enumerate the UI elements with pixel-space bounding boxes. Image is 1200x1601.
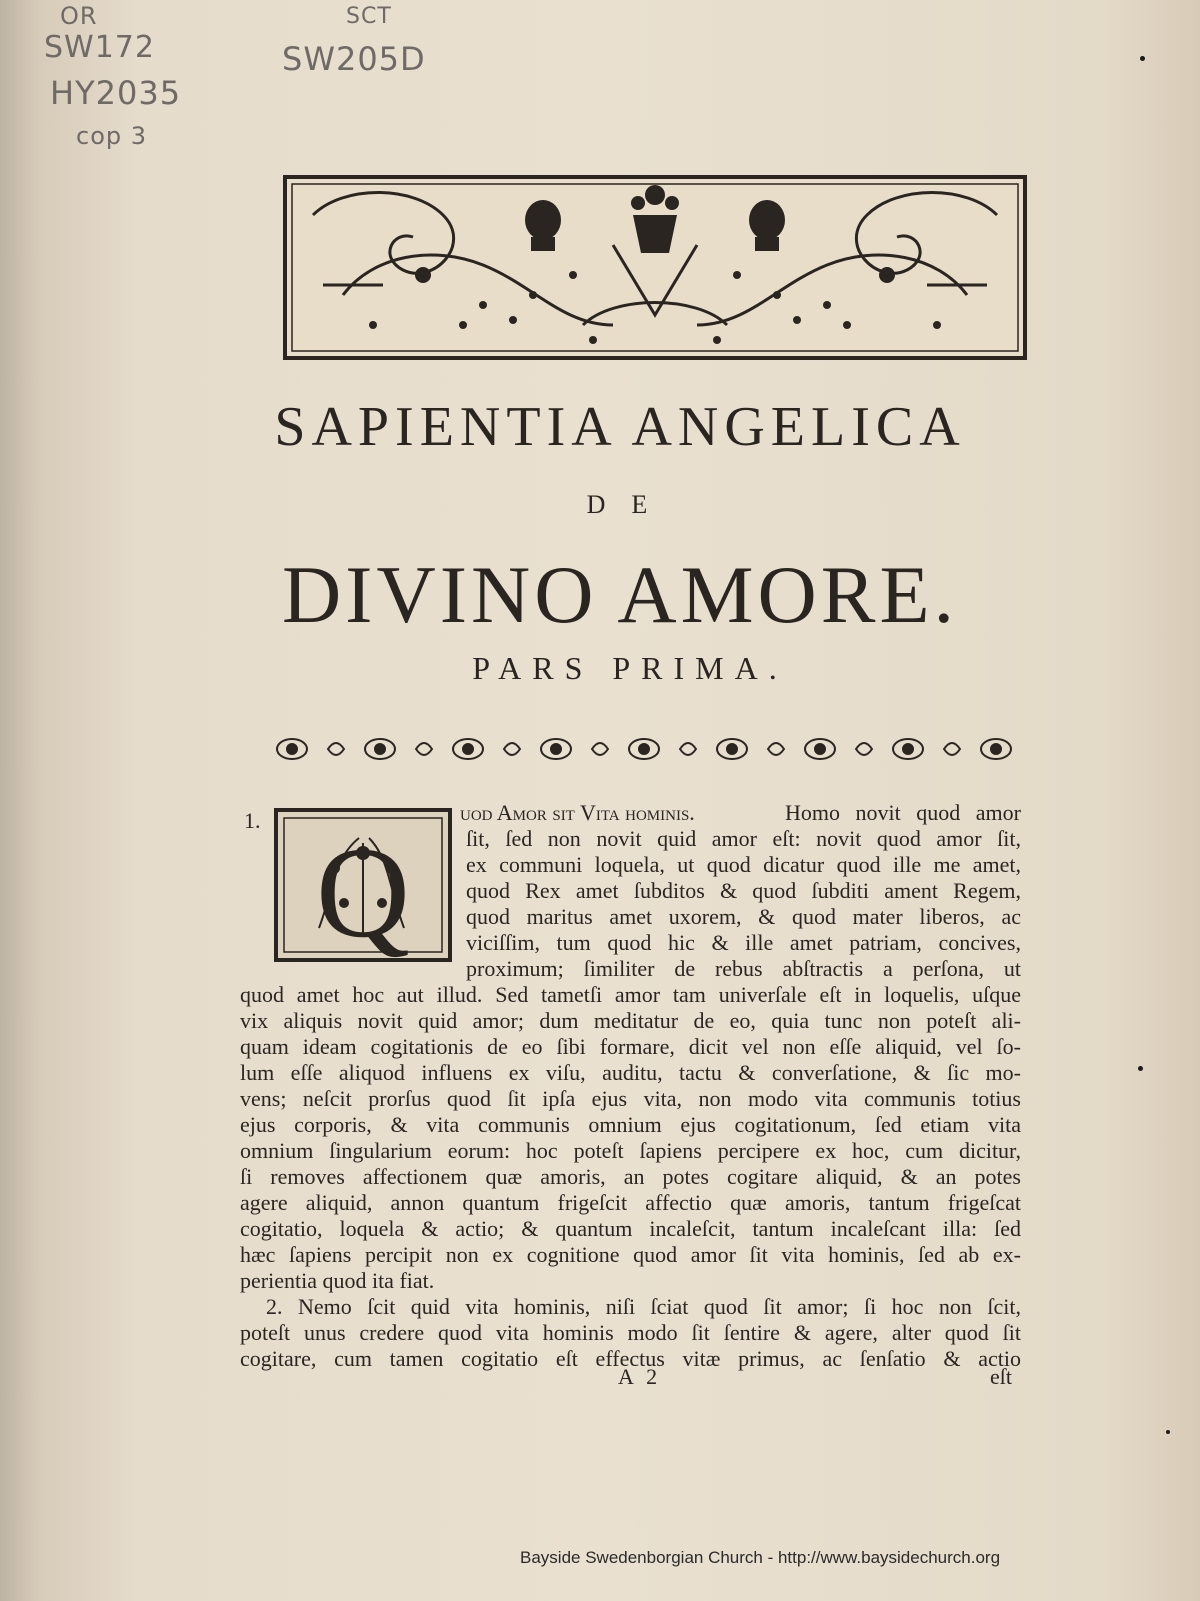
text-line: ejus corporis, & vita communis omnium ejus cogitationum, ſed etiam vita — [240, 1112, 1021, 1137]
headpiece-ornament — [283, 175, 1027, 360]
signature-mark: A 2 — [618, 1364, 662, 1389]
text-line: cogitatio, loquela & actio; & quantum incaleſcit, tantum incaleſcant illa: ſed — [240, 1216, 1021, 1241]
text-line: viciſſim, tum quod hic & ille amet patriam, concives, — [466, 930, 1021, 955]
text-line: hæc ſapiens percipit non ex cognitione quod amor ſit vita hominis, ſed ab ex- — [240, 1242, 1021, 1267]
ink-speck — [1138, 1066, 1143, 1071]
rule-flower — [944, 743, 960, 755]
rule-rosette — [639, 744, 649, 754]
title-line-4: PARS PRIMA. — [472, 650, 788, 686]
handwritten-mark-sct: SCT — [346, 4, 392, 29]
catchword: eſt — [990, 1364, 1012, 1389]
ink-speck — [1166, 1430, 1170, 1434]
para1-lead-text: uod Amor sit Vita hominis. — [460, 800, 695, 825]
handwritten-mark-sw172: SW172 — [44, 30, 155, 65]
text-line: quod Rex amet ſubditos & quod ſubditi ament Regem, — [466, 878, 1021, 903]
text-line: poteſt unus credere quod vita hominis modo ſit ſentire & agere, alter quod ſit — [240, 1320, 1021, 1345]
title-line-1: SAPIENTIA ANGELICA — [274, 396, 966, 458]
text-line: Homo novit quod amor — [785, 800, 1021, 825]
text-line: cogitare, cum tamen cogitatio eſt effectus vitæ primus, ac ſenſatio & actio — [240, 1346, 1021, 1371]
title-line-2: DE — [586, 490, 674, 519]
handwritten-mark-cop3: cop 3 — [76, 122, 148, 150]
rule-flower — [504, 743, 520, 755]
handwritten-mark-sw205d: SW205D — [282, 40, 426, 78]
rule-flower — [768, 743, 784, 755]
rule-rosette — [991, 744, 1001, 754]
handwritten-mark-hy2035: HY2035 — [50, 74, 182, 112]
text-line: 2. Nemo ſcit quid vita hominis, niſi ſciat quod ſit amor; ſi hoc non ſcit, — [266, 1294, 1021, 1319]
text-line: vix aliquis novit quid amor; dum meditatur de eo, quia tunc non poteſt ali- — [240, 1008, 1021, 1033]
text-line: quam ideam cogitationis de eo ſibi formare, dicit vel non eſſe aliquid, vel ſo- — [240, 1034, 1021, 1059]
text-line: ex communi loquela, ut quod dicatur quod ille me amet, — [466, 852, 1021, 877]
rule-flower — [328, 743, 344, 755]
text-line: vens; neſcit prorſus quod ſit ipſa ejus vita, non modo vita communis totius — [240, 1086, 1021, 1111]
text-line: lum eſſe aliquod influens ex viſu, auditu, tactu & converſatione, & ſic mo- — [240, 1060, 1021, 1085]
text-line: ſit, ſed non novit quid amor eſt: novit quod amor ſit, — [466, 826, 1021, 851]
text-line: agere aliquid, annon quantum frigeſcit affectio quæ amoris, tantum frigeſcat — [240, 1190, 1021, 1215]
rule-rosette — [903, 744, 913, 754]
rule-rosette — [287, 744, 297, 754]
handwritten-mark-or: OR — [60, 2, 98, 30]
para1-lead — [460, 800, 695, 826]
rule-rosette — [375, 744, 385, 754]
text-line: quod maritus amet uxorem, & quod mater liberos, ac — [466, 904, 1021, 929]
rule-flower — [856, 743, 872, 755]
text-line: quod amet hoc aut illud. Sed tametſi amor tam univerſale eſt in loquelis, uſque — [240, 982, 1021, 1007]
paragraph-number: 1. — [244, 808, 261, 833]
decorated-initial — [274, 808, 452, 962]
ink-speck — [1140, 56, 1145, 61]
title-line-3: DIVINO AMORE. — [281, 549, 959, 640]
footer-credit: Bayside Swedenborgian Church - http://www.baysidechurch.org — [520, 1548, 1001, 1567]
ornamental-rule — [262, 734, 1026, 764]
text-line: proximum; ſimiliter de rebus abſtractis a perſona, ut — [466, 956, 1021, 981]
rule-rosette — [815, 744, 825, 754]
rule-flower — [680, 743, 696, 755]
text-line: perientia quod ita fiat. — [240, 1268, 435, 1293]
rule-flower — [592, 743, 608, 755]
rule-rosette — [551, 744, 561, 754]
rule-flower — [416, 743, 432, 755]
text-line: ſi removes affectionem quæ amoris, an potes cogitare aliquid, & an potes — [240, 1164, 1021, 1189]
dropcap-letter: Q — [316, 821, 410, 962]
rule-rosette — [727, 744, 737, 754]
text-line: omnium ſingularium eorum: hoc poteſt ſapiens percipere ex hoc, cum dicitur, — [240, 1138, 1021, 1163]
rule-rosette — [463, 744, 473, 754]
